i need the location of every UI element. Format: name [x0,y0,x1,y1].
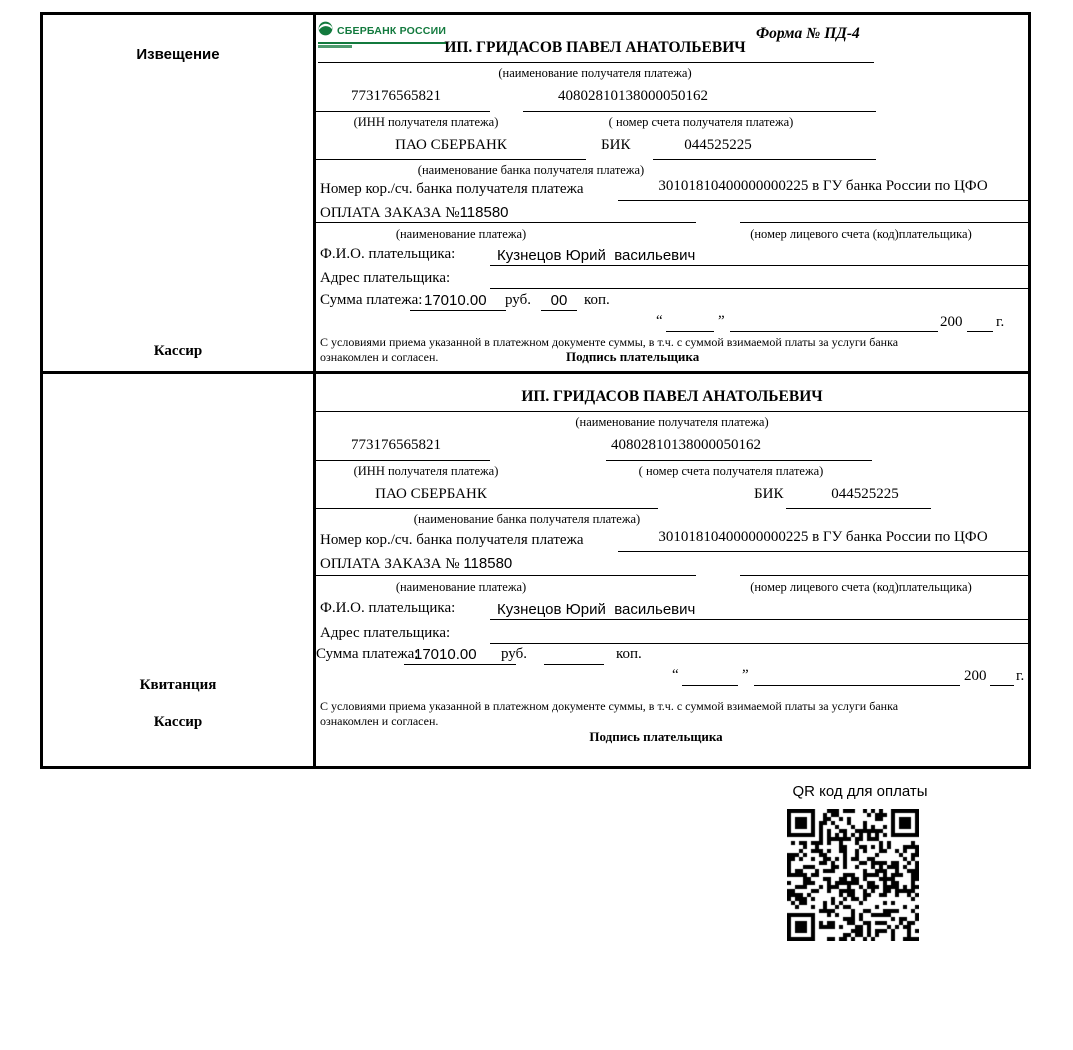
s2-bank-name-value: ПАО СБЕРБАНК [375,486,487,502]
s1-label-kop: коп. [584,292,610,308]
s2-label-rub: руб. [501,646,527,662]
s2-label-bik: БИК [754,486,784,502]
notice-right-cell [316,15,1028,371]
underline-rule [666,331,714,332]
underline-rule [740,575,1028,576]
sberbank-coin-icon [318,21,333,41]
s2-recipient-header: ИП. ГРИДАСОВ ПАВЕЛ АНАТОЛЬЕВИЧ [521,388,823,405]
payment-form-pd4 [40,12,1031,769]
s2-payment-purpose: ОПЛАТА ЗАКАЗА № 118580 [320,555,513,572]
section-receipt [43,374,1028,766]
s1-payment-purpose: ОПЛАТА ЗАКАЗА №118580 [320,204,509,221]
underline-rule [653,159,876,160]
underline-rule [490,265,1028,266]
s1-disclaimer-line1: С условиями приема указанной в платежном документе суммы, в т.ч. с суммой взимаемой платы за услуги банка [320,335,899,349]
s2-close-quote: ” [742,667,749,683]
s1-recipient-header: ИП. ГРИДАСОВ ПАВЕЛ АНАТОЛЬЕВИЧ [444,39,746,56]
section-label-cashier: Кассир [153,343,203,359]
underline-rule [541,310,577,311]
s1-corr-value: 30101810400000000225 в ГУ банка России по ЦФО [658,178,988,194]
receipt-left-cell [43,374,316,766]
s2-disclaimer-line2: ознакомлен и согласен. [320,714,439,728]
underline-rule [316,111,490,112]
s2-bik-value: 044525225 [831,486,899,502]
s2-open-quote: “ [672,667,679,683]
underline-rule [316,508,658,509]
qr-code-label: QR код для оплаты [792,783,928,800]
underline-rule [490,619,1028,620]
underline-rule [606,460,872,461]
underline-rule [754,685,960,686]
s1-label-rub: руб. [505,292,531,308]
s1-label-corr: Номер кор./сч. банка получателя платежа [320,181,584,197]
underline-rule [740,222,1028,223]
underline-rule [316,222,696,223]
s2-label-recipient-name: (наименование получателя платежа) [575,415,769,429]
s2-label-kop: коп. [616,646,642,662]
s1-label-fio: Ф.И.О. плательщика: [320,246,456,262]
s1-kop-value: 00 [550,292,568,309]
underline-rule [967,331,993,332]
s1-label-account: ( номер счета получателя платежа) [608,115,794,129]
underline-rule [404,664,516,665]
s2-label-amount: Сумма платежа: [316,646,419,662]
s1-label-bik: БИК [601,137,631,153]
underline-rule [544,664,604,665]
underline-rule [316,460,490,461]
notice-left-cell [43,15,316,371]
qr-code [787,809,919,941]
underline-rule [523,111,876,112]
s1-label-recipient-name: (наименование получателя платежа) [498,66,692,80]
s1-bik-value: 044525225 [684,137,752,153]
s2-label-account: ( номер счета получателя платежа) [638,464,824,478]
s1-order-number: 118580 [459,204,509,221]
underline-rule [316,159,586,160]
receipt-right-cell [316,374,1028,766]
s2-corr-value: 30101810400000000225 в ГУ банка России по ЦФО [658,529,988,545]
s1-label-amount: Сумма платежа: [320,292,423,308]
s1-label-personal-acc: (номер лицевого счета (код)плательщика) [750,227,972,241]
s2-account-value: 40802810138000050162 [611,437,761,453]
s1-open-quote: “ [656,313,663,329]
s2-order-number: 118580 [463,555,513,572]
s1-year-suffix: г. [996,314,1005,330]
s2-disclaimer-line1: С условиями приема указанной в платежном документе суммы, в т.ч. с суммой взимаемой платы за услуги банка [320,699,899,713]
underline-rule [990,685,1014,686]
underline-rule [618,551,1028,552]
underline-rule [316,411,1028,412]
s1-disclaimer-line2: ознакомлен и согласен. [320,350,439,364]
s1-amount-value: 17010.00 [424,292,487,309]
s2-label-inn: (ИНН получателя платежа) [353,464,499,478]
s1-label-address: Адрес плательщика: [320,270,451,286]
s2-label-address: Адрес плательщика: [320,625,451,641]
underline-rule [682,685,738,686]
s1-account-value: 40802810138000050162 [558,88,708,104]
section-label-receipt: Квитанция [139,677,217,693]
underline-rule [316,575,696,576]
s2-amount-value: 17010.00 [414,646,477,663]
s1-label-bank-name: (наименование банка получателя платежа) [417,163,645,177]
s2-inn-value: 773176565821 [351,437,441,453]
s1-payer-name: Кузнецов Юрий васильевич [497,247,696,264]
s2-label-corr: Номер кор./сч. банка получателя платежа [320,532,584,548]
s2-year-prefix: 200 [964,668,987,684]
s2-label-payment-name: (наименование платежа) [395,580,527,594]
s2-signature-label: Подпись плательщика [589,729,723,744]
s2-label-fio: Ф.И.О. плательщика: [320,600,456,616]
s2-label-bank-name: (наименование банка получателя платежа) [413,512,641,526]
section-label-notice: Извещение [136,46,220,63]
underline-rule [786,508,931,509]
s1-bank-name-value: ПАО СБЕРБАНК [395,137,507,153]
s1-signature-label: Подпись плательщика [566,349,700,364]
s2-year-suffix: г. [1016,668,1025,684]
section-label-cashier: Кассир [153,714,203,730]
form-number: Форма № ПД-4 [756,25,860,42]
s2-label-personal-acc: (номер лицевого счета (код)плательщика) [750,580,972,594]
s1-year-prefix: 200 [940,314,963,330]
underline-rule [618,200,1028,201]
underline-rule [490,643,1028,644]
underline-rule [318,62,874,63]
underline-rule [490,288,1028,289]
s1-close-quote: ” [718,313,725,329]
underline-rule [410,310,506,311]
s1-label-inn: (ИНН получателя платежа) [353,115,499,129]
sberbank-wordmark: СБЕРБАНК РОССИИ [337,25,447,37]
s1-inn-value: 773176565821 [351,88,441,104]
underline-rule [730,331,938,332]
s2-payer-name: Кузнецов Юрий васильевич [497,601,696,618]
section-notice [43,15,1028,374]
s1-label-payment-name: (наименование платежа) [395,227,527,241]
